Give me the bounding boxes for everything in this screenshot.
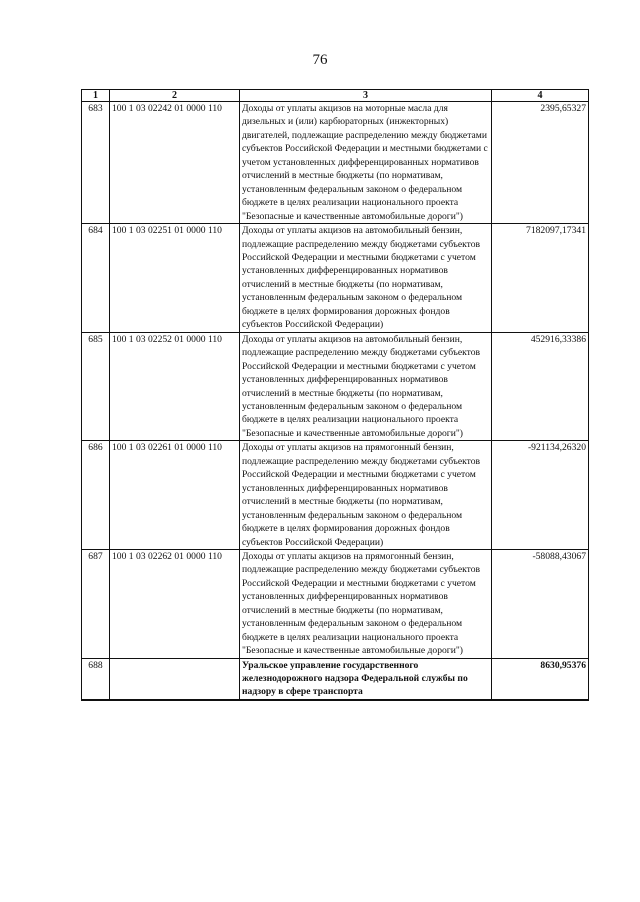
table-row: [82, 441, 589, 550]
table-row: [82, 102, 589, 224]
column-header: 3: [240, 90, 492, 102]
budget-code: 100 1 03 02242 01 0000 110: [110, 102, 240, 224]
amount: -58088,43067: [492, 549, 589, 658]
table-row: [82, 224, 589, 333]
page-number: 76: [312, 52, 328, 68]
column-header: 4: [492, 90, 589, 102]
income-description: Доходы от уплаты акцизов на моторные масла для дизельных и (или) карбюраторных (инжекторных) двигателей, подлежащие распределению между бюджетами субъектов Российской Федерации и местными бюджетами с учетом установленных дифференцированных нормативов отчислений в местные бюджеты (по нормативам, установленным федеральным законом о федеральном бюджете в целях реализации национального проекта "Безопасные и качественные автомобильные дороги"): [240, 102, 492, 224]
agency-name: Уральское управление государственного железнодорожного надзора Федеральной службы по надзору в сфере транспорта: [240, 658, 492, 700]
table-header-row: [82, 90, 589, 102]
row-number: 684: [82, 224, 110, 333]
table-row-agency: [82, 658, 589, 700]
income-description: Доходы от уплаты акцизов на прямогонный бензин, подлежащие распределению между бюджетами субъектов Российской Федерации и местными бюджетами с учетом установленных дифференцированных нормативов отчислений в местные бюджеты (по нормативам, установленным федеральным законом о федеральном бюджете в целях формирования дорожных фондов субъектов Российской Федерации): [240, 441, 492, 550]
column-header: 2: [110, 90, 240, 102]
amount: 452916,33386: [492, 332, 589, 441]
amount: 7182097,17341: [492, 224, 589, 333]
table-row: [82, 549, 589, 658]
row-number: 688: [82, 658, 110, 700]
row-number: 683: [82, 102, 110, 224]
table-row: [82, 332, 589, 441]
column-header: 1: [82, 90, 110, 102]
budget-code: 100 1 03 02262 01 0000 110: [110, 549, 240, 658]
amount: -921134,26320: [492, 441, 589, 550]
budget-code: 100 1 03 02252 01 0000 110: [110, 332, 240, 441]
budget-table: [81, 89, 589, 701]
row-number: 687: [82, 549, 110, 658]
amount-total: 8630,95376: [492, 658, 589, 700]
row-number: 685: [82, 332, 110, 441]
amount: 2395,65327: [492, 102, 589, 224]
row-number: 686: [82, 441, 110, 550]
income-description: Доходы от уплаты акцизов на автомобильный бензин, подлежащие распределению между бюджетами субъектов Российской Федерации и местными бюджетами с учетом установленных дифференцированных нормативов отчислений в местные бюджеты (по нормативам, установленным федеральным законом о федеральном бюджете в целях формирования дорожных фондов субъектов Российской Федерации): [240, 224, 492, 333]
budget-code: [110, 658, 240, 700]
income-description: Доходы от уплаты акцизов на прямогонный бензин, подлежащие распределению между бюджетами субъектов Российской Федерации и местными бюджетами с учетом установленных дифференцированных нормативов отчислений в местные бюджеты (по нормативам, установленным федеральным законом о федеральном бюджете в целях реализации национального проекта "Безопасные и качественные автомобильные дороги"): [240, 549, 492, 658]
budget-code: 100 1 03 02251 01 0000 110: [110, 224, 240, 333]
budget-code: 100 1 03 02261 01 0000 110: [110, 441, 240, 550]
income-description: Доходы от уплаты акцизов на автомобильный бензин, подлежащие распределению между бюджетами субъектов Российской Федерации и местными бюджетами с учетом установленных дифференцированных нормативов отчислений в местные бюджеты (по нормативам, установленным федеральным законом о федеральном бюджете в целях реализации национального проекта "Безопасные и качественные автомобильные дороги"): [240, 332, 492, 441]
